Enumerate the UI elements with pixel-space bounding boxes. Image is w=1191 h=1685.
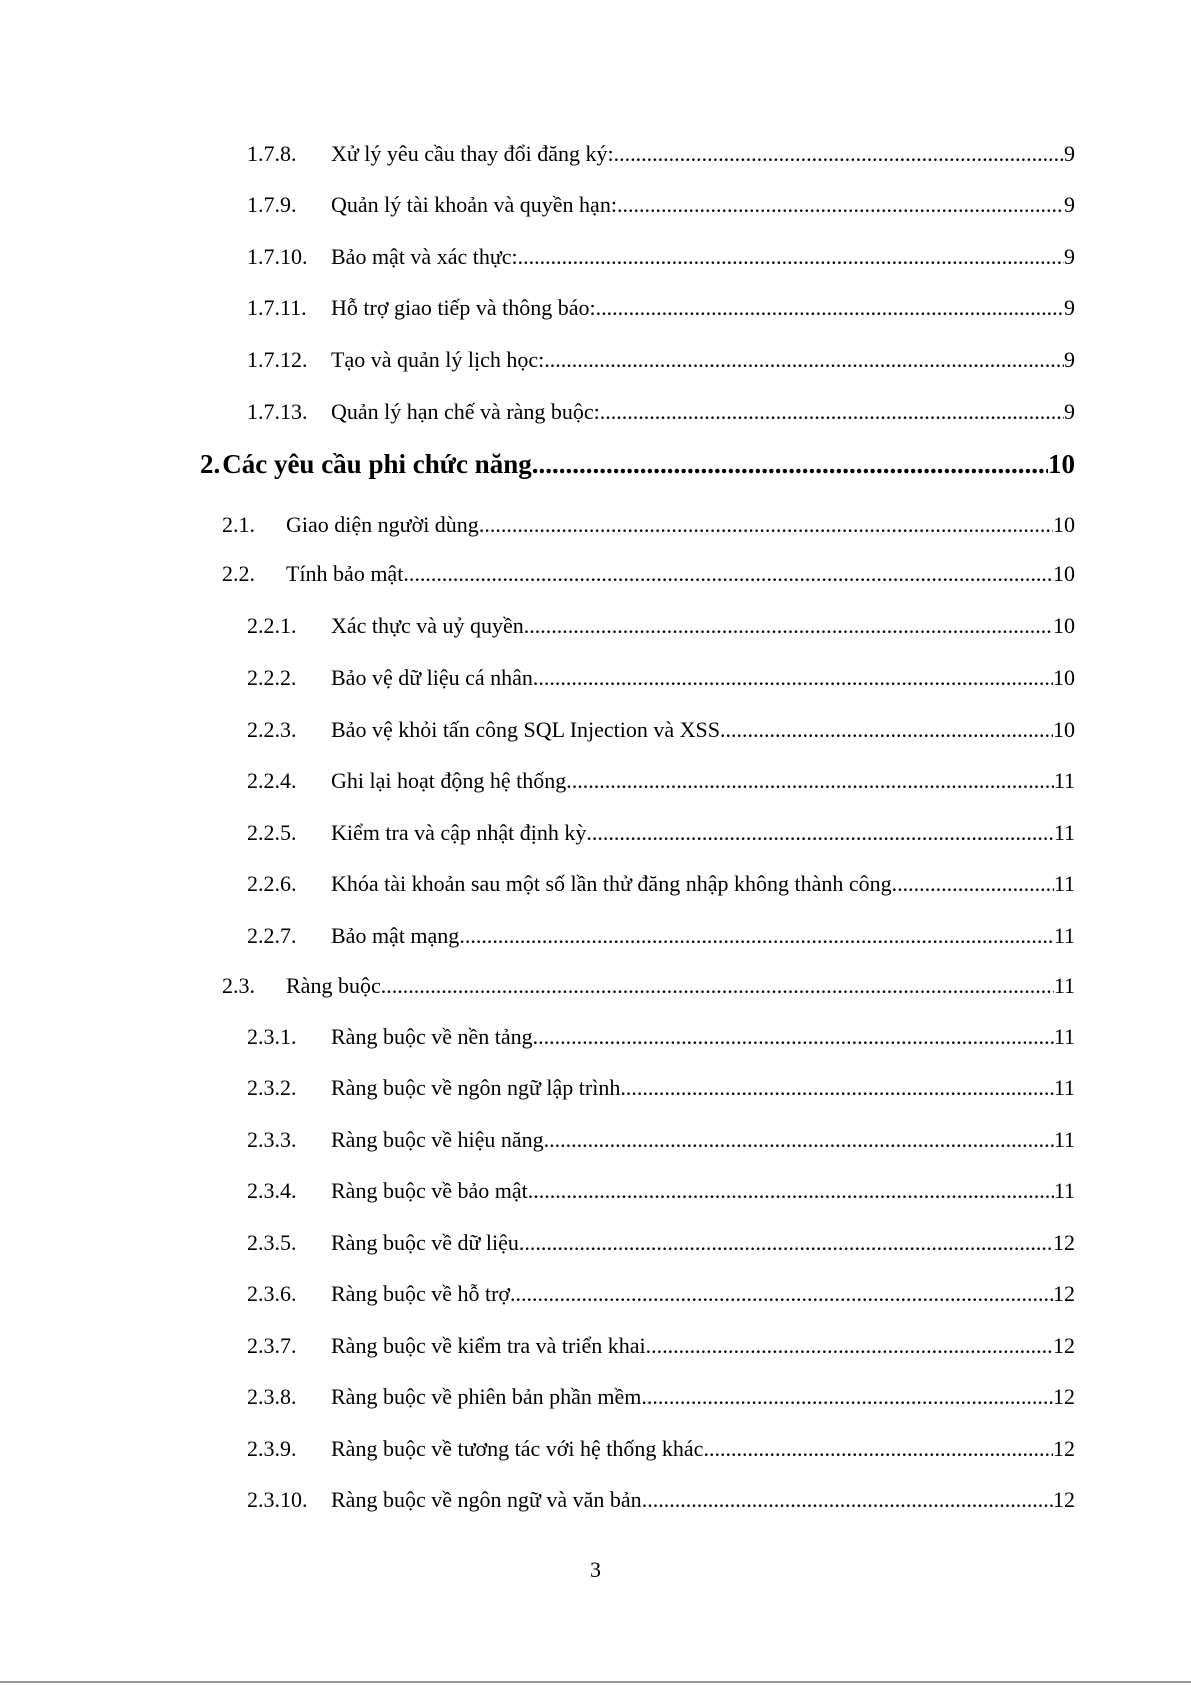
toc-entry-title: Quản lý hạn chế và ràng buộc: (331, 399, 600, 424)
dot-leader (641, 1384, 1053, 1410)
toc-entry-2-3-4[interactable] (247, 1178, 1075, 1204)
dot-leader (533, 1024, 1054, 1050)
toc-entry-title: Ràng buộc về tương tác với hệ thống khác (331, 1436, 704, 1461)
toc-entry-2-3-10[interactable] (247, 1487, 1075, 1513)
toc-entry-number: 1.7.13. (247, 399, 308, 424)
toc-entry-2-1[interactable] (222, 512, 1075, 538)
toc-entry-title: Bảo mật mạng (331, 923, 460, 948)
dot-leader (703, 1436, 1053, 1462)
toc-entry-number: 2.3.9. (247, 1436, 297, 1461)
dot-leader (614, 141, 1064, 167)
dot-leader (544, 347, 1064, 373)
toc-entry-number: 2.3.2. (247, 1075, 297, 1100)
dot-leader (642, 1487, 1053, 1513)
toc-entry-number: 2.3.4. (247, 1178, 297, 1203)
toc-entry-page: 11 (1053, 923, 1075, 948)
toc-entry-title: Ràng buộc về hiệu năng (331, 1127, 544, 1152)
toc-entry-number: 2.2.7. (247, 923, 297, 948)
toc-entry-page: 11 (1053, 768, 1075, 793)
toc-entry-2-3-6[interactable] (247, 1281, 1075, 1307)
toc-entry-number: 1.7.9. (247, 192, 297, 217)
toc-entry-number: 2.2. (222, 561, 255, 586)
toc-entry-title: Giao diện người dùng (286, 512, 479, 537)
dot-leader (620, 1075, 1053, 1101)
toc-entry-1-7-12[interactable] (247, 347, 1075, 373)
toc-entry-title: Ràng buộc về ngôn ngữ và văn bản (331, 1487, 642, 1512)
toc-entry-number: 2.2.5. (247, 820, 297, 845)
toc-entry-number: 2.1. (222, 512, 255, 537)
toc-entry-number: 2. (200, 449, 221, 479)
dot-leader (600, 399, 1064, 425)
toc-entry-2[interactable] (200, 449, 1075, 480)
toc-entry-number: 2.3.10. (247, 1487, 308, 1512)
toc-entry-title: Hỗ trợ giao tiếp và thông báo: (331, 295, 596, 320)
toc-entry-number: 1.7.12. (247, 347, 308, 372)
toc-entry-1-7-8[interactable] (247, 141, 1075, 167)
toc-entry-2-3-1[interactable] (247, 1024, 1075, 1050)
toc-entry-number: 2.3.8. (247, 1384, 297, 1409)
toc-entry-page: 11 (1053, 820, 1075, 845)
toc-entry-title: Ràng buộc về bảo mật (331, 1178, 528, 1203)
toc-entry-page: 9 (1064, 399, 1075, 424)
toc-entry-page: 9 (1064, 141, 1075, 166)
dot-leader (646, 1333, 1053, 1359)
dot-leader (403, 561, 1053, 587)
toc-entry-2-3-7[interactable] (247, 1333, 1075, 1359)
toc-entry-1-7-13[interactable] (247, 399, 1075, 425)
toc-entry-page: 9 (1064, 295, 1075, 320)
toc-entry-page: 9 (1064, 192, 1075, 217)
toc-entry-number: 2.2.2. (247, 665, 297, 690)
dot-leader (586, 820, 1053, 846)
toc-entry-1-7-9[interactable] (247, 192, 1075, 218)
toc-entry-number: 2.2.6. (247, 871, 297, 896)
dot-leader (566, 768, 1054, 794)
dot-leader (518, 244, 1064, 270)
toc-entry-page: 10 (1053, 613, 1075, 638)
toc-entry-title: Các yêu cầu phi chức năng (222, 449, 532, 479)
dot-leader (532, 449, 1048, 480)
toc-entry-title: Bảo vệ dữ liệu cá nhân (331, 665, 533, 690)
toc-entry-number: 2.3.3. (247, 1127, 297, 1152)
toc-entry-1-7-11[interactable] (247, 295, 1075, 321)
toc-entry-title: Ràng buộc về phiên bản phần mềm (331, 1384, 642, 1409)
toc-entry-page: 10 (1053, 512, 1075, 537)
toc-entry-2-2-6[interactable] (247, 871, 1075, 897)
toc-entry-page: 12 (1053, 1384, 1075, 1409)
toc-entry-page: 11 (1053, 1075, 1075, 1100)
toc-entry-page: 9 (1064, 244, 1075, 269)
toc-entry-page: 11 (1053, 1024, 1075, 1049)
toc-entry-2-3-3[interactable] (247, 1127, 1075, 1153)
dot-leader (519, 1230, 1053, 1256)
toc-entry-title: Ràng buộc về kiểm tra và triển khai (331, 1333, 646, 1358)
toc-entry-page: 11 (1053, 1127, 1075, 1152)
toc-entry-page: 10 (1053, 717, 1075, 742)
dot-leader (596, 295, 1064, 321)
toc-entry-number: 1.7.11. (247, 295, 307, 320)
toc-entry-2-3-8[interactable] (247, 1384, 1075, 1410)
toc-entry-2-3-5[interactable] (247, 1230, 1075, 1256)
toc-entry-page: 12 (1053, 1436, 1075, 1461)
dot-leader (479, 512, 1053, 538)
dot-leader (459, 923, 1054, 949)
toc-entry-page: 11 (1053, 871, 1075, 896)
toc-entry-number: 2.2.3. (247, 717, 297, 742)
toc-entry-page: 12 (1053, 1281, 1075, 1306)
toc-entry-title: Tạo và quản lý lịch học: (331, 347, 545, 372)
toc-entry-title: Ràng buộc (286, 973, 381, 998)
toc-entry-title: Khóa tài khoản sau một số lần thử đăng nhập không thành công (331, 871, 892, 896)
toc-entry-number: 2.3.1. (247, 1024, 297, 1049)
toc-entry-1-7-10[interactable] (247, 244, 1075, 270)
dot-leader (617, 192, 1064, 218)
dot-leader (528, 1178, 1054, 1204)
dot-leader (510, 1281, 1053, 1307)
toc-entry-page: 12 (1053, 1487, 1075, 1512)
toc-entry-title: Ghi lại hoạt động hệ thống (331, 768, 567, 793)
toc-entry-title: Ràng buộc về nền tảng (331, 1024, 533, 1049)
toc-entry-page: 12 (1053, 1230, 1075, 1255)
toc-entry-page: 10 (1048, 449, 1075, 479)
toc-entry-number: 2.3.7. (247, 1333, 297, 1358)
toc-entry-number: 2.3. (222, 973, 255, 998)
toc-entry-title: Kiểm tra và cập nhật định kỳ (331, 820, 587, 845)
dot-leader (524, 613, 1053, 639)
toc-entry-number: 2.3.5. (247, 1230, 297, 1255)
toc-entry-2-2-3[interactable] (247, 717, 1075, 743)
toc-entry-page: 11 (1053, 973, 1075, 998)
toc-entry-page: 11 (1053, 1178, 1075, 1203)
toc-entry-2-2[interactable] (222, 561, 1075, 587)
toc-entry-title: Tính bảo mật (286, 561, 404, 586)
toc-entry-page: 9 (1064, 347, 1075, 372)
dot-leader (892, 871, 1054, 897)
toc-entry-title: Ràng buộc về hỗ trợ (331, 1281, 511, 1306)
toc-entry-2-2-5[interactable] (247, 820, 1075, 846)
toc-entry-2-2-2[interactable] (247, 665, 1075, 691)
toc-entry-2-3-2[interactable] (247, 1075, 1075, 1101)
toc-entry-title: Quản lý tài khoản và quyền hạn: (331, 192, 617, 217)
toc-entry-2-2-4[interactable] (247, 768, 1075, 794)
page-number: 3 (590, 1557, 601, 1582)
toc-entry-title: Ràng buộc về dữ liệu (331, 1230, 519, 1255)
toc-entry-page: 10 (1053, 561, 1075, 586)
toc-entry-number: 1.7.8. (247, 141, 297, 166)
dot-leader (381, 973, 1054, 999)
toc-entry-2-3[interactable] (222, 973, 1075, 999)
toc-entry-page: 10 (1053, 665, 1075, 690)
dot-leader (533, 665, 1053, 691)
page-bottom-divider (0, 1681, 1191, 1683)
toc-entry-number: 1.7.10. (247, 244, 308, 269)
toc-entry-2-2-1[interactable] (247, 613, 1075, 639)
toc-entry-2-3-9[interactable] (247, 1436, 1075, 1462)
toc-entry-title: Ràng buộc về ngôn ngữ lập trình (331, 1075, 621, 1100)
toc-entry-title: Bảo mật và xác thực: (331, 244, 518, 269)
toc-entry-2-2-7[interactable] (247, 923, 1075, 949)
toc-entry-title: Bảo vệ khỏi tấn công SQL Injection và XSS (331, 717, 721, 742)
toc-entry-number: 2.3.6. (247, 1281, 297, 1306)
dot-leader (720, 717, 1053, 743)
toc-entry-number: 2.2.1. (247, 613, 297, 638)
toc-entry-title: Xử lý yêu cầu thay đổi đăng ký: (331, 141, 614, 166)
dot-leader (544, 1127, 1054, 1153)
toc-entry-title: Xác thực và uỷ quyền (331, 613, 524, 638)
toc-entry-number: 2.2.4. (247, 768, 297, 793)
toc-entry-page: 12 (1053, 1333, 1075, 1358)
